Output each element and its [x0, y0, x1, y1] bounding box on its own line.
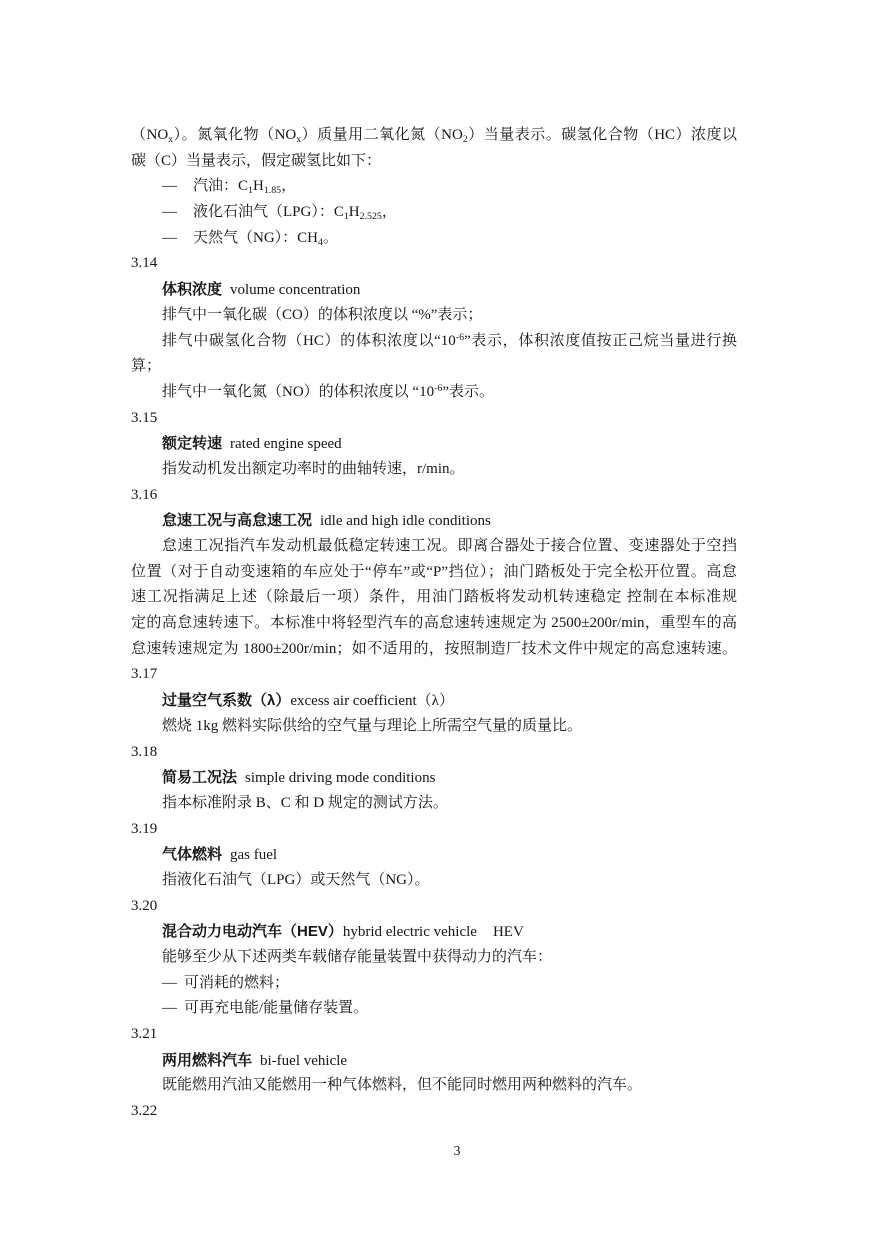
intro-line-carbon [131, 149, 737, 175]
formula-element: H [348, 204, 360, 221]
subscript: 1.85 [263, 185, 282, 197]
section-number: 3.18 [131, 743, 158, 760]
term-english: hybrid electric vehicle [342, 924, 477, 941]
fuel-name: 液化石油气（LPG）： [193, 204, 334, 221]
term-line [131, 431, 737, 457]
term-chinese: 两用燃料汽车 [162, 1051, 253, 1069]
term-chinese: 简易工况法 [162, 769, 238, 787]
subscript: x [168, 133, 174, 145]
definition-line: 燃烧 1kg 燃料实际供给的空气量与理论上所需空气量的质量比。 [162, 717, 583, 734]
document-page [131, 123, 737, 1125]
definition-text: ”表示。 [442, 383, 494, 400]
list-item-text: 可再充电能/能量储存装置。 [184, 1000, 369, 1017]
term-chinese: 体积浓度 [162, 281, 223, 299]
definition-text: 排气中一氧化氮（NO）的体积浓度以 “10 [162, 383, 435, 400]
term-chinese: 过量空气系数（λ） [162, 692, 291, 710]
subscript: 1 [343, 211, 349, 223]
fuel-ratio-item [131, 174, 737, 200]
definition-line: 指液化石油气（LPG）或天然气（NG）。 [162, 871, 430, 888]
formula-element: C [333, 204, 344, 221]
term-chinese: 气体燃料 [162, 846, 223, 864]
term-english: gas fuel [230, 847, 278, 864]
section-number: 3.15 [131, 409, 158, 426]
term-chinese: 怠速工况与高怠速工况 [162, 512, 313, 530]
subscript: 1 [248, 185, 253, 197]
term-english: rated engine speed [230, 436, 342, 453]
definition-text: ”表示，体积浓度值按正己烷当量进行换 [464, 332, 737, 349]
section-number: 3.20 [131, 897, 158, 914]
definition-line: 能够至少从下述两类车载储存能量装置中获得动力的汽车： [162, 949, 553, 965]
term-line [131, 508, 737, 534]
definition-line: 既能燃用汽油又能燃用一种气体燃料，但不能同时燃用两种燃料的汽车。 [162, 1077, 643, 1094]
subscript: 2.525 [359, 211, 382, 223]
definition-line: 怠速工况指汽车发动机最低稳定转速工况。即离合器处于接合位置、变速器处于空挡 [162, 538, 737, 554]
definition-line: 怠速转速规定为 1800±200r/min；如不适用的，按照制造厂技术文件中规定的高怠速转速。 [131, 640, 737, 657]
punctuation: 。 [322, 229, 338, 246]
section-number: 3.22 [131, 1103, 158, 1120]
dash-bullet: — [162, 1000, 177, 1017]
punctuation: ， [381, 204, 397, 221]
section-number: 3.16 [131, 486, 158, 503]
intro-text: （NO [131, 127, 169, 143]
dash-bullet: — [162, 974, 177, 991]
superscript: -6 [434, 382, 443, 394]
list-item [131, 971, 737, 997]
definition-line: 位置（对于自动变速箱的车应处于“停车”或“P”挡位）；油门踏板处于完全松开位置。高怠 [131, 563, 737, 580]
subscript: 4 [318, 236, 323, 248]
definition-line [131, 380, 737, 406]
term-line [131, 765, 737, 791]
section-number: 3.19 [131, 820, 158, 837]
intro-line-nox [131, 123, 737, 149]
term-chinese: 混合动力电动汽车（HEV） [162, 923, 343, 941]
fuel-name: 汽油： [193, 178, 239, 195]
intro-text: ）当量表示。碳氢化合物（HC）浓度以 [467, 127, 738, 143]
definition-line [131, 303, 737, 329]
term-line [131, 688, 737, 714]
subscript: x [296, 133, 302, 145]
section-number: 3.14 [131, 255, 158, 272]
term-english: bi-fuel vehicle [260, 1052, 348, 1069]
definition-line: 定的高怠速转速下。本标准中将轻型汽车的高怠速转速规定为 2500±200r/min，重型车的高 [131, 615, 737, 632]
definition-line: 速工况指满足上述（除最后一项）条件，用油门踏板将发动机转速稳定 控制在本标准规 [131, 589, 737, 606]
term-line [131, 919, 737, 945]
punctuation: ， [281, 178, 297, 195]
term-line [131, 1048, 737, 1074]
page-number: 3 [453, 1144, 461, 1159]
definition-text: 算； [131, 358, 162, 375]
definition-line [131, 329, 737, 355]
list-item-text: 可消耗的燃料； [184, 974, 290, 991]
term-chinese: 额定转速 [162, 435, 223, 453]
intro-text: ）质量用二氧化氮（NO [301, 127, 463, 143]
term-abbreviation: HEV [492, 924, 524, 941]
term-english: idle and high idle conditions [320, 513, 491, 530]
list-item [131, 996, 737, 1022]
definition-line: 指本标准附录 B、C 和 D 规定的测试方法。 [162, 794, 448, 811]
definition-line: 指发动机发出额定功率时的曲轴转速，r/min。 [162, 460, 465, 477]
intro-text: 碳（C）当量表示，假定碳氢比如下： [131, 152, 382, 169]
formula-element: CH [297, 229, 319, 246]
section-number: 3.21 [131, 1026, 158, 1043]
subscript: 2 [462, 133, 468, 145]
formula-element: H [252, 178, 264, 195]
term-english: volume concentration [230, 282, 361, 299]
section-number: 3.17 [131, 666, 158, 683]
dash-bullet: — [162, 178, 177, 195]
fuel-name: 天然气（NG）： [193, 229, 298, 246]
term-english: excess air coefficient（λ） [290, 693, 454, 710]
formula-element: C [238, 178, 249, 195]
term-english: simple driving mode conditions [245, 770, 436, 787]
superscript: -6 [455, 331, 465, 343]
definition-text: 排气中碳氢化合物（HC）的体积浓度以“10 [162, 332, 456, 349]
intro-text: ）。氮氧化物（NO [173, 127, 297, 143]
fuel-ratio-item [131, 200, 737, 226]
term-line [131, 842, 737, 868]
definition-text: 排气中一氧化碳（CO）的体积浓度以 “%”表示； [162, 306, 483, 323]
fuel-ratio-item [131, 226, 737, 252]
dash-bullet: — [162, 229, 177, 246]
term-line [131, 277, 737, 303]
definition-line [131, 354, 737, 380]
dash-bullet: — [162, 204, 177, 221]
